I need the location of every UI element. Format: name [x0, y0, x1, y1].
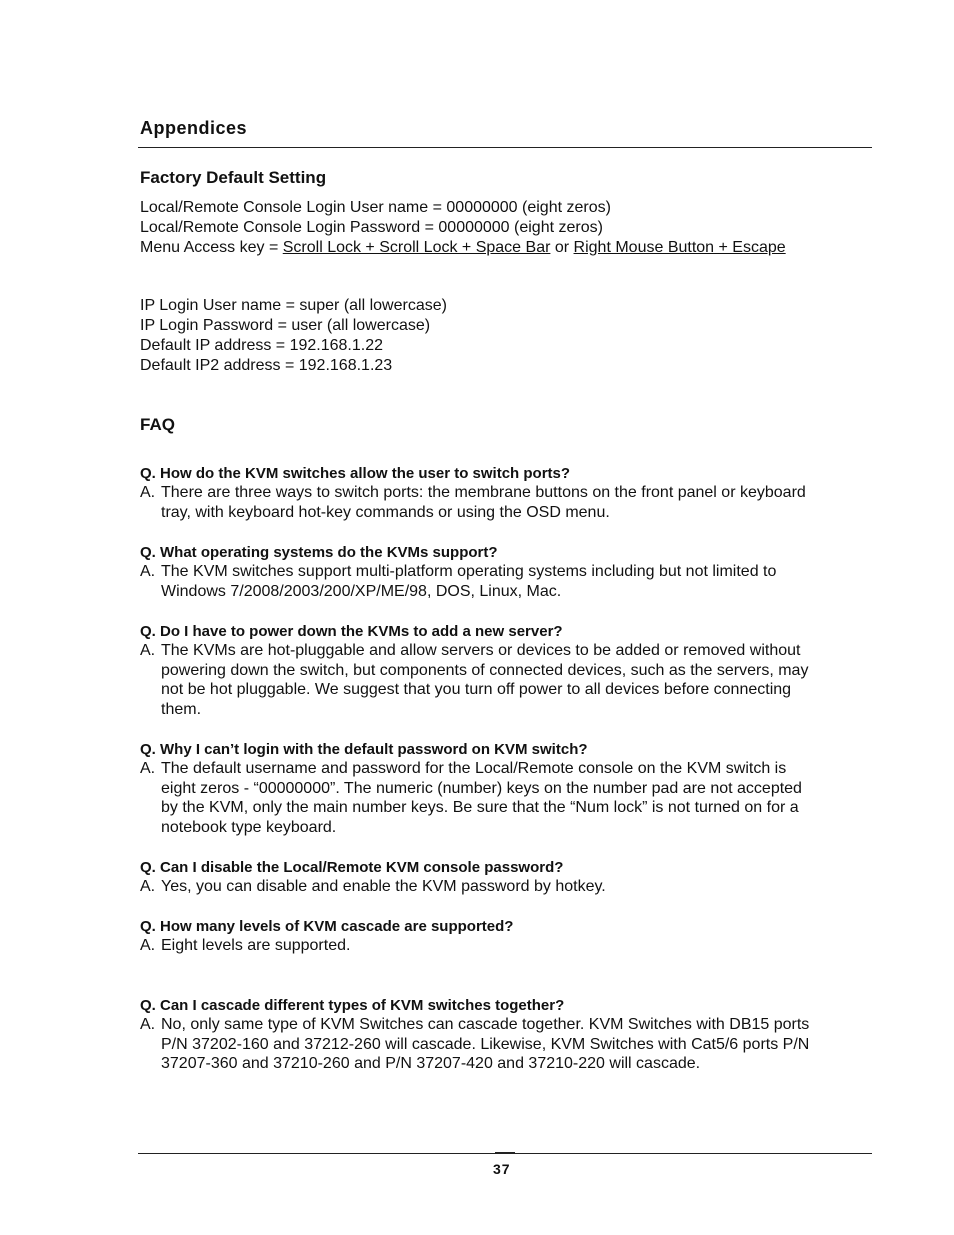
- default-ip2-line: Default IP2 address = 192.168.1.23: [140, 357, 393, 374]
- faq-answer: [140, 1015, 809, 1074]
- ip-password-line: IP Login Password = user (all lowercase): [140, 317, 431, 334]
- ip-user-line: IP Login User name = super (all lowercase): [140, 297, 447, 314]
- faq-answer-line: by the KVM, only the main number keys. Be sure that the “Num lock” is not turned on for a: [161, 799, 799, 817]
- faq-answer-line: them.: [161, 701, 202, 719]
- faq-answer: [140, 936, 350, 956]
- faq-answer-line: The default username and password for the Local/Remote console on the KVM switch is: [161, 760, 787, 777]
- faq-answer-line: Yes, you can disable and enable the KVM password by hotkey.: [161, 878, 606, 895]
- faq-question: Q. Do I have to power down the KVMs to add a new server?: [140, 623, 563, 640]
- faq-answer: [140, 877, 606, 897]
- menu-access-line: [140, 238, 786, 258]
- console-password-line: Local/Remote Console Login Password = 00000000 (eight zeros): [140, 219, 603, 236]
- faq-answer-line: 37207-360 and 37210-260 and P/N 37207-420 and 37210-220 will cascade.: [161, 1055, 701, 1073]
- faq-answer-line: Eight levels are supported.: [161, 937, 351, 954]
- faq-question: Q. Why I can’t login with the default password on KVM switch?: [140, 741, 588, 758]
- faq-answer-line: eight zeros - “00000000”. The numeric (number) keys on the number pad are not accepted: [161, 779, 802, 797]
- faq-question: Q. Can I disable the Local/Remote KVM console password?: [140, 859, 564, 876]
- faq-question: Q. How do the KVM switches allow the user to switch ports?: [140, 465, 571, 482]
- page-heading: Appendices: [140, 118, 248, 138]
- answer-prefix: A.: [140, 1016, 156, 1033]
- answer-prefix: A.: [140, 484, 156, 501]
- factory-default-title: Factory Default Setting: [140, 168, 327, 187]
- faq-answer-line: The KVM switches support multi-platform operating systems including but not limited to: [161, 563, 777, 580]
- faq-question: Q. How many levels of KVM cascade are supported?: [140, 918, 514, 935]
- faq-answer-line: notebook type keyboard.: [161, 819, 337, 837]
- menu-access-label: Menu Access key =: [140, 239, 283, 256]
- faq-title: FAQ: [140, 415, 175, 434]
- faq-answer-line: P/N 37202-160 and 37212-260 will cascade. Likewise, KVM Switches with Cat5/6 ports P/N: [161, 1035, 810, 1053]
- menu-access-or: or: [550, 239, 574, 256]
- answer-prefix: A.: [140, 878, 156, 895]
- answer-prefix: A.: [140, 563, 156, 580]
- faq-answer: [140, 641, 808, 720]
- footer-divider: [138, 1153, 872, 1154]
- menu-key-combo-2: Right Mouse Button + Escape: [573, 239, 786, 256]
- faq-answer: [140, 759, 802, 838]
- default-ip-line: Default IP address = 192.168.1.22: [140, 337, 383, 354]
- console-user-line: Local/Remote Console Login User name = 00000000 (eight zeros): [140, 199, 611, 216]
- faq-question: Q. What operating systems do the KVMs support?: [140, 544, 498, 561]
- answer-prefix: A.: [140, 937, 156, 954]
- menu-key-combo-1: Scroll Lock + Scroll Lock + Space Bar: [282, 239, 551, 256]
- faq-answer-line: Windows 7/2008/2003/200/XP/ME/98, DOS, Linux, Mac.: [161, 582, 562, 600]
- faq-answer: [140, 483, 806, 522]
- faq-answer-line: There are three ways to switch ports: the membrane buttons on the front panel or keyboard: [161, 484, 806, 501]
- faq-answer: [140, 562, 776, 601]
- answer-prefix: A.: [140, 760, 156, 777]
- faq-answer-line: No, only same type of KVM Switches can cascade together. KVM Switches with DB15 ports: [161, 1016, 810, 1033]
- page-number: 37: [493, 1161, 511, 1177]
- answer-prefix: A.: [140, 642, 156, 659]
- faq-answer-line: not be hot pluggable. We suggest that you turn off power to all devices before connecting: [161, 681, 792, 699]
- faq-answer-line: tray, with keyboard hot-key commands or using the OSD menu.: [161, 503, 610, 521]
- heading-divider: [138, 147, 872, 148]
- faq-question: Q. Can I cascade different types of KVM switches together?: [140, 997, 565, 1014]
- faq-answer-line: The KVMs are hot-pluggable and allow servers or devices to be added or removed without: [161, 642, 801, 659]
- faq-answer-line: powering down the switch, but components of connected devices, such as the servers, may: [161, 661, 809, 679]
